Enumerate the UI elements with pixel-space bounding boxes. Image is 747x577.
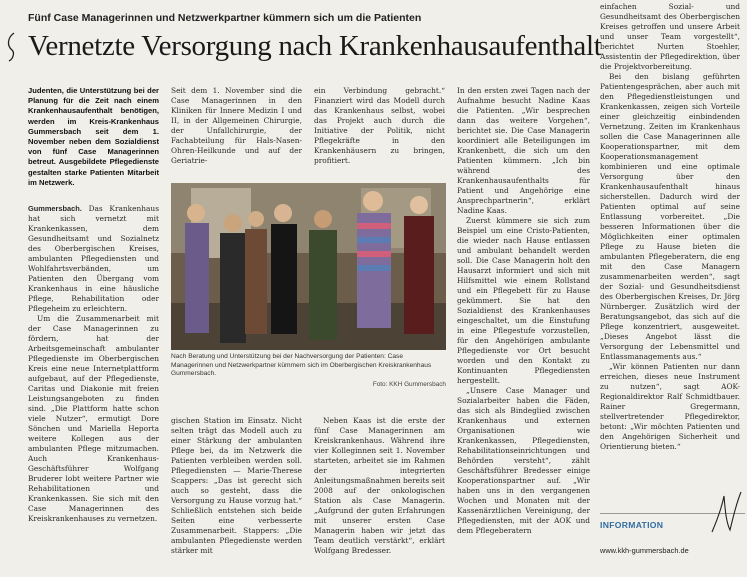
- column-2-paragraph-2: gischen Station im Einsatz. Nicht selten trägt das Modell auch zu einer Stärkung der ambulanten Pflege bei, da im Netzwerk die Patienten verbleiben werden soll. Pflegediensten — Marie-Therese Scappers: „Das ist gerecht sich auch so gesteht, dass die Versorgung zu Hause vorzug hat.“ Schließlich entstehen sich beide Seiten eine verbesserte Zusammenarbeit. Stappers: „Die ambulanten Pflegedienste werden stärker mit: [171, 416, 302, 555]
- pen-signature-icon: [708, 488, 744, 540]
- group-photo-illustration: [171, 183, 446, 350]
- article-headline: Vernetzte Versorgung nach Krankenhausaufenthalt: [28, 30, 602, 62]
- column-5-paragraph-1: einfachen Sozial- und Gesundheitsamt des Oberbergischen Kreises getroffen und unsere Arbeit und unser Team vorgestellt“, berichtet Nurten Stoehler, Assistentin der Pflegedirektion, über die Projektvorbereitung.: [600, 2, 740, 71]
- column-2-top: [171, 86, 302, 178]
- column-5: [600, 2, 740, 484]
- dateline: Gummersbach.: [28, 204, 82, 214]
- column-4-paragraph-2: Zuerst kümmere sie sich zum Beispiel um eine Cristo-Patienten, die wieder nach Hause entlassen und ambulant behandelt werden soll. Die Case Managerin holt den Hausarzt informiert und sich mit Hilfsmittel wie einem Rollstand und ein Pflegebett für zu Hause gekümmert. Sie hat den Sozialdienst des Krankenhauses eingeschaltet, um die Einstufung in eine Pflegestufe vorzustellen, für den Angehörigen ambulante Pflegedienste vor Ort besucht worden und den Kontakt zu Kontinuanten Pflegediensten hergestellt.: [457, 216, 590, 385]
- article-photo: [171, 183, 446, 350]
- column-5-paragraph-3: „Wir können Patienten nur dann erreichen, dieses neue Instrument zu nutzen“, sagt AOK-Regionaldirektor Ralf Schmidtbauer. Rainer Gregermann, stellvertretender Pflegedirektor, betont: „Wir möchten Patienten und den Angehörigen Sicherheit und Orientierung bieten.“: [600, 362, 740, 451]
- photo-caption: Nach Beratung und Unterstützung bei der Nachversorgung der Patienten: Case Managerinnen und Netzwerkpartner kümmern sich im Oberbergischen Kreiskrankenhaus Gummersbach.: [171, 353, 432, 378]
- column-1-paragraph-1-text: Das Krankenhaus hat sich vernetzt mit Krankenkassen, dem Gesundheitsamt und Sozialnetz des Oberbergischen Kreises, ambulanten Pflegediensten und Wohlfahrtsverbänden, um Patienten den Übergang vom Krankenhaus in eine häusliche Pflege, Rehabilitation oder Pflegeheim zu erleichtern.: [28, 204, 159, 314]
- column-2-paragraph-1: Seit dem 1. November sind die Case Managerinnen in den Kliniken für Innere Medizin I und II, in der Allgemeinen Chirurgie, der Unfallchirurgie, der Fachabteilung für Hals-Nasen-Ohren-Heilkunde und auf der Geriatrie-: [171, 86, 302, 165]
- hook-ornament: [4, 32, 18, 62]
- column-3-bottom: [314, 416, 445, 572]
- column-3-paragraph-1: ein Verbindung gebracht.“ Finanziert wird das Modell durch das Krankenhaus selbst, wobei das Projekt auch durch die Initiative der Politik, nicht Pflegekräfte in den Krankenhäusern zu bringen, profitiert.: [314, 86, 445, 165]
- column-2-bottom: [171, 416, 302, 572]
- column-3-paragraph-2: Neben Kaas ist die erste der fünf Case Managerinnen am Kreiskrankenhaus. Während ihre vier Kolleginnen seit 1. November starteten, arbeitet sie im Rahmen der integrierten Anleitungsmaßnahmen bereits seit 2008 auf der onkologischen Station als Case Managerin. „Aufgrund der guten Erfahrungen mit unserer ersten Case Managerin haben wir jetzt das Team deutlich verstärkt“, erklärt Wolfgang Bredesser.: [314, 416, 445, 555]
- column-5-paragraph-2: Bei den bislang geführten Patientengesprächen, aber auch mit den Pflegedienstleistungen und Krankenkassen, zeigen sich Vorteile einer gleichzeitig einbindenden Vernetzung. Zeiten im Krankenhaus sollen die Case Managerinnen alle Kooperationspartner, mit dem Kooperationsmanagement kombinieren und eine optimale Versorgung über den Krankenhausaufenthalt hinaus sicherstellen. Dadurch wird der Patienten optimal auf seine Entlassung vorbereitet. „Die besseren Informationen über die Möglichkeiten einer optimalen Pflege zu Hause bieten die ambulanten Pflegeberatern, die eng mit den Case Managern zusammenarbeiten werden“, sagt der Sozial- und Gesundheitsdienst des Oberbergischen Kreises, Dr. Jörg Nürnberger. Zusätzlich wird der Beratungsangebot, das sich auf die Pflege konzentriert, ausgeweitet. „Dieses Angebot lässt die Versorgung der Lebensmittel und Entlassmanagements aus.“: [600, 72, 740, 361]
- photo-caption-area: [171, 353, 446, 391]
- photo-credit: Foto: KKH Gummersbach: [372, 380, 446, 388]
- column-1-paragraph-1: [28, 204, 159, 314]
- column-4-paragraph-3: „Unsere Case Manager und Sozialarbeiter haben die Fäden, das sich als Bindeglied zwischen Krankenhaus und externen Organisationen wie Krankenkassen, Pflegediensten, Rehabilitationseinrichtungen und Behörden versteht“, zählt Geschäftsführer Bredesser einige Kooperationspartner auf. „Wir haben uns in den vergangenen Wochen und Monaten mit der Kassenärztlichen Vereinigung, der Pflegediensten, mit der AOK und dem Pflegeberatern: [457, 386, 590, 535]
- column-4-paragraph-1: In den ersten zwei Tagen nach der Aufnahme besucht Nadine Kaas die Patienten. „Wir besprechen dann das weitere Vorgehen“, berichtet sie. Die Case Managerin koordiniert alle Beteiligungen im Krankenbett, die sich um den Patienten kümmern. „Ich bin während des Krankenhausaufenthalts für Patient und Angehörige eine Ansprechpartnerin“, erklärt Nadine Kaas.: [457, 86, 590, 215]
- column-4: [457, 86, 590, 572]
- info-box-title: INFORMATION: [600, 520, 664, 530]
- article-kicker: Fünf Case Managerinnen und Netzwerkpartner kümmern sich um die Patienten: [28, 12, 422, 24]
- info-box-url[interactable]: www.kkh-gummersbach.de: [600, 546, 689, 555]
- column-1: [28, 86, 159, 572]
- column-3-top: [314, 86, 445, 178]
- info-box: [600, 486, 745, 561]
- column-1-paragraph-2: Um die Zusammenarbeit mit der Case Managerinnen zu fördern, hat der Arbeitsgemeinschaft ambulanter Pflegedienste im Oberbergischen Kreis eine neue Internetplattform aufgebaut, auf der Pflegedienste, Caritas und Diakonie mit freien Leistungsangeboten zu finden sind. „Die Plattform hatte schon viele Nutzer“, ermutigt Dore Sönchen und Mariella Heporta weitere Kollegen aus der ambulanten Pflege mitzumachen. Auch Krankenhaus-Geschäftsführer Wolfgang Bruderer lobt weitere Partner wie Rehabilitationen und Krankenkassen. Sie sich mit den Case Managerinnen des Kreiskrankenhauses zu vernetzen.: [28, 314, 159, 524]
- article-lead: Judenten, die Unterstützung bei der Planung für die Zeit nach einem Krankenhausaufenthalt benötigen, werden im Kreis-Krankenhaus Gummersbach seit dem 1. November neben dem Sozialdienst von fünf Case Managerinnen betreut. Ausgebildete Pflegedienste gestalten starke Patienten Mitarbeit im Netzwerk.: [28, 86, 159, 187]
